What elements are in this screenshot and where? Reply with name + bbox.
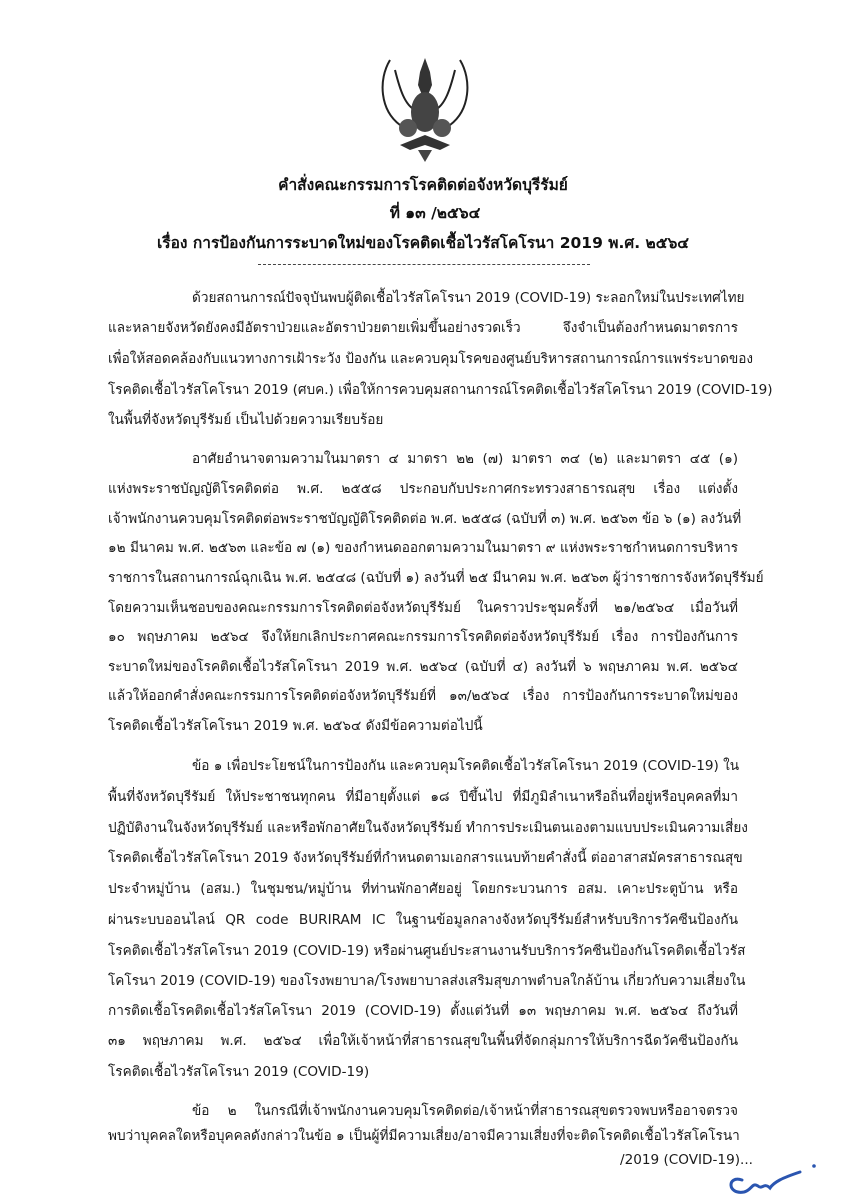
- clause1-line: โคโรนา 2019 (COVID-19) ของโรงพยาบาล/โรงพยาบาลส่งเสริมสุขภาพตำบลใกล้บ้าน เกี่ยวกับความเสี่ยงใน: [108, 973, 746, 989]
- clause1-line: การติดเชื้อโรคติดเชื้อไวรัสโคโรนา 2019 (COVID-19) ตั้งแต่วันที่ ๑๓ พฤษภาคม พ.ศ. ๒๕๖๔ ถึงวันที่: [108, 1003, 738, 1019]
- p1-line: ในพื้นที่จังหวัดบุรีรัมย์ เป็นไปด้วยความเรียบร้อย: [108, 412, 384, 428]
- continuation-marker: /2019 (COVID-19)...: [620, 1152, 753, 1168]
- p1-line: ด้วยสถานการณ์ปัจจุบันพบผู้ติดเชื้อไวรัสโคโรนา 2019 (COVID-19) ระลอกใหม่ในประเทศไทย: [192, 290, 745, 306]
- p2-line: ๑๐ พฤษภาคม ๒๕๖๔ จึงให้ยกเลิกประกาศคณะกรรมการโรคติดต่อจังหวัดบุรีรัมย์ เรื่อง การป้องกันการ: [108, 629, 738, 645]
- clause1-line: ๓๑ พฤษภาคม พ.ศ. ๒๕๖๔ เพื่อให้เจ้าหน้าที่สาธารณสุขในพื้นที่จัดกลุ่มการให้บริการฉีดวัคซีนป้องกัน: [108, 1033, 738, 1049]
- p2-line: เจ้าพนักงานควบคุมโรคติดต่อพระราชบัญญัติโรคติดต่อ พ.ศ. ๒๕๕๘ (ฉบับที่ ๓) พ.ศ. ๒๕๖๓ ข้อ ๖ (๑) ลงวันที่: [108, 511, 742, 527]
- p1-line: เพื่อให้สอดคล้องกับแนวทางการเฝ้าระวัง ป้องกัน และควบคุมโรคของศูนย์บริหารสถานการณ์การแพร่ระบาดของ: [108, 351, 754, 367]
- clause1-line: โรคติดเชื้อไวรัสโคโรนา 2019 (COVID-19): [108, 1064, 370, 1080]
- garuda-emblem-icon: [370, 50, 480, 165]
- p2-line: แห่งพระราชบัญญัติโรคติดต่อ พ.ศ. ๒๕๕๘ ประกอบกับประกาศกระทรวงสาธารณสุข เรื่อง แต่งตั้ง: [108, 481, 738, 497]
- clause1-line: โรคติดเชื้อไวรัสโคโรนา 2019 จังหวัดบุรีรัมย์ที่กำหนดตามเอกสารแนบท้ายคำสั่งนี้ ต่ออาสาสมัครสาธารณสุข: [108, 850, 743, 866]
- order-number: ที่ ๑๓ /๒๕๖๔: [389, 204, 481, 222]
- clause2-line: พบว่าบุคคลใดหรือบุคคลดังกล่าวในข้อ ๑ เป็นผู้ที่มีความเสี่ยง/อาจมีความเสี่ยงที่จะติดโรคติดเชื้อไวรัสโคโรนา: [108, 1128, 740, 1144]
- p2-line: อาศัยอำนาจตามความในมาตรา ๔ มาตรา ๒๒ (๗) มาตรา ๓๔ (๒) และมาตรา ๔๕ (๑): [192, 451, 738, 467]
- clause1-line: ข้อ ๑ เพื่อประโยชน์ในการป้องกัน และควบคุมโรคติดเชื้อไวรัสโคโรนา 2019 (COVID-19) ใน: [192, 758, 740, 774]
- divider: [258, 264, 590, 265]
- clause1-line: ประจำหมู่บ้าน (อสม.) ในชุมชน/หมู่บ้าน ที่ท่านพักอาศัยอยู่ โดยกระบวนการ อสม. เคาะประตูบ้าน หรือ: [108, 881, 738, 897]
- p1-line: และหลายจังหวัดยังคงมีอัตราป่วยและอัตราป่วยตายเพิ่มขึ้นอย่างรวดเร็ว จึงจำเป็นต้องกำหนดมาตรการ: [108, 320, 738, 336]
- p2-line: โรคติดเชื้อไวรัสโคโรนา 2019 พ.ศ. ๒๕๖๔ ดังมีข้อความต่อไปนี้: [108, 718, 483, 734]
- clause1-line: ผ่านระบบออนไลน์ QR code BURIRAM IC ในฐานข้อมูลกลางจังหวัดบุรีรัมย์สำหรับบริการวัคซีนป้องกัน: [108, 912, 738, 928]
- p2-line: ระบาดใหม่ของโรคติดเชื้อไวรัสโคโรนา 2019 พ.ศ. ๒๕๖๔ (ฉบับที่ ๔) ลงวันที่ ๖ พฤษภาคม พ.ศ. ๒๕๖๔: [108, 659, 738, 675]
- signature-icon: [722, 1160, 822, 1200]
- p2-line: ราชการในสถานการณ์ฉุกเฉิน พ.ศ. ๒๕๔๘ (ฉบับที่ ๑) ลงวันที่ ๒๕ มีนาคม พ.ศ. ๒๕๖๓ ผู้ว่าราชการจังหวัดบุรีรัมย์: [108, 570, 764, 586]
- p2-line: โดยความเห็นชอบของคณะกรรมการโรคติดต่อจังหวัดบุรีรัมย์ ในคราวประชุมครั้งที่ ๒๑/๒๕๖๔ เมื่อวันที่: [108, 600, 738, 616]
- clause1-line: พื้นที่จังหวัดบุรีรัมย์ ให้ประชาชนทุกคน ที่มีอายุตั้งแต่ ๑๘ ปีขึ้นไป ที่มีภูมิลำเนาหรือถิ่นที่อยู่หรือบุคคลที่มา: [108, 789, 738, 805]
- order-subject: เรื่อง การป้องกันการระบาดใหม่ของโรคติดเชื้อไวรัสโคโรนา 2019 พ.ศ. ๒๕๖๔: [156, 234, 690, 252]
- p2-line: แล้วให้ออกคำสั่งคณะกรรมการโรคติดต่อจังหวัดบุรีรัมย์ที่ ๑๓/๒๕๖๔ เรื่อง การป้องกันการระบาดใหม่ของ: [108, 688, 738, 704]
- order-title: คำสั่งคณะกรรมการโรคติดต่อจังหวัดบุรีรัมย์: [278, 176, 568, 194]
- p2-line: ๑๒ มีนาคม พ.ศ. ๒๕๖๓ และข้อ ๗ (๑) ของกำหนดออกตามความในมาตรา ๙ แห่งพระราชกำหนดการบริหาร: [108, 540, 738, 556]
- p1-line: โรคติดเชื้อไวรัสโคโรนา 2019 (ศบค.) เพื่อให้การควบคุมสถานการณ์โรคติดเชื้อไวรัสโคโรนา 2019 (COVID-19): [108, 382, 773, 398]
- clause2-line: ข้อ ๒ ในกรณีที่เจ้าพนักงานควบคุมโรคติดต่อ/เจ้าหน้าที่สาธารณสุขตรวจพบหรืออาจตรวจ: [192, 1103, 738, 1119]
- clause1-line: โรคติดเชื้อไวรัสโคโรนา 2019 (COVID-19) หรือผ่านศูนย์ประสานงานรับบริการวัคซีนป้องกันโรคติดเชื้อไวรัส: [108, 943, 746, 959]
- clause1-line: ปฏิบัติงานในจังหวัดบุรีรัมย์ และหรือพักอาศัยในจังหวัดบุรีรัมย์ ทำการประเมินตนเองตามแบบประเมินความเสี่ยง: [108, 820, 748, 836]
